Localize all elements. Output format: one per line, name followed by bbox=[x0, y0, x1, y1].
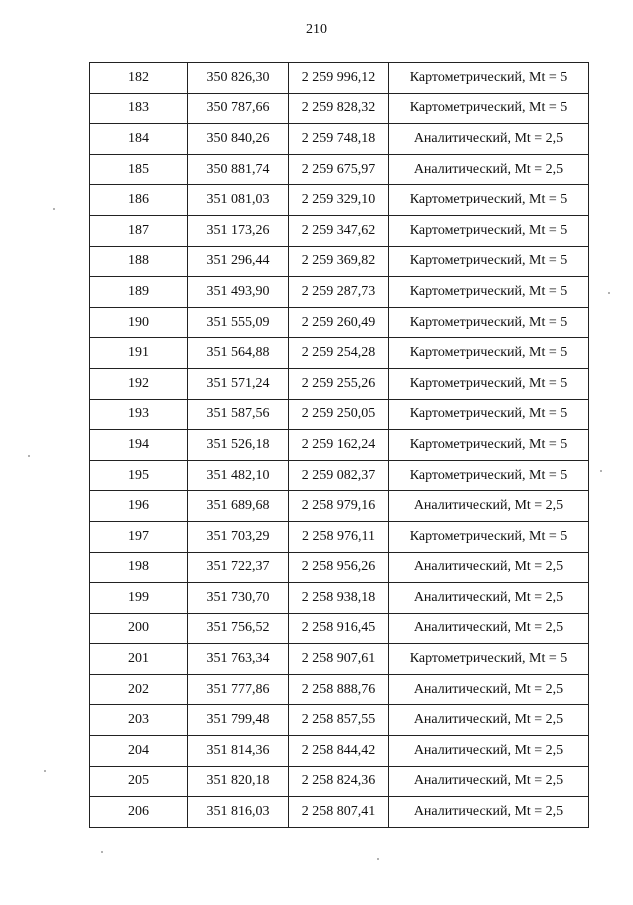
table-row bbox=[90, 491, 589, 522]
method-cell: Картометрический, Mt = 5 bbox=[389, 307, 589, 338]
x-coordinate-cell: 351 777,86 bbox=[188, 674, 289, 705]
point-number-cell: 197 bbox=[90, 521, 188, 552]
y-coordinate-cell: 2 259 675,97 bbox=[289, 154, 389, 185]
x-coordinate-cell: 351 730,70 bbox=[188, 583, 289, 614]
table-row bbox=[90, 368, 589, 399]
y-coordinate-cell: 2 259 329,10 bbox=[289, 185, 389, 216]
x-coordinate-cell: 351 722,37 bbox=[188, 552, 289, 583]
method-cell: Аналитический, Mt = 2,5 bbox=[389, 736, 589, 767]
y-coordinate-cell: 2 259 748,18 bbox=[289, 124, 389, 155]
y-coordinate-cell: 2 259 828,32 bbox=[289, 93, 389, 124]
point-number-cell: 200 bbox=[90, 613, 188, 644]
table-row bbox=[90, 674, 589, 705]
table-row bbox=[90, 613, 589, 644]
y-coordinate-cell: 2 259 082,37 bbox=[289, 460, 389, 491]
point-number-cell: 187 bbox=[90, 215, 188, 246]
table-row bbox=[90, 460, 589, 491]
x-coordinate-cell: 351 555,09 bbox=[188, 307, 289, 338]
table-row bbox=[90, 766, 589, 797]
y-coordinate-cell: 2 258 844,42 bbox=[289, 736, 389, 767]
point-number-cell: 205 bbox=[90, 766, 188, 797]
point-number-cell: 204 bbox=[90, 736, 188, 767]
table-row bbox=[90, 338, 589, 369]
method-cell: Картометрический, Mt = 5 bbox=[389, 246, 589, 277]
x-coordinate-cell: 350 881,74 bbox=[188, 154, 289, 185]
scan-speck bbox=[600, 470, 602, 472]
scan-speck bbox=[377, 858, 379, 860]
method-cell: Картометрический, Mt = 5 bbox=[389, 93, 589, 124]
method-cell: Аналитический, Mt = 2,5 bbox=[389, 124, 589, 155]
method-cell: Аналитический, Mt = 2,5 bbox=[389, 491, 589, 522]
y-coordinate-cell: 2 259 369,82 bbox=[289, 246, 389, 277]
point-number-cell: 196 bbox=[90, 491, 188, 522]
table-row bbox=[90, 583, 589, 614]
method-cell: Аналитический, Mt = 2,5 bbox=[389, 705, 589, 736]
x-coordinate-cell: 351 814,36 bbox=[188, 736, 289, 767]
x-coordinate-cell: 351 296,44 bbox=[188, 246, 289, 277]
point-number-cell: 182 bbox=[90, 63, 188, 94]
point-number-cell: 193 bbox=[90, 399, 188, 430]
x-coordinate-cell: 351 703,29 bbox=[188, 521, 289, 552]
point-number-cell: 190 bbox=[90, 307, 188, 338]
y-coordinate-cell: 2 258 916,45 bbox=[289, 613, 389, 644]
page-number: 210 bbox=[306, 22, 327, 37]
method-cell: Картометрический, Mt = 5 bbox=[389, 460, 589, 491]
x-coordinate-cell: 351 756,52 bbox=[188, 613, 289, 644]
point-number-cell: 191 bbox=[90, 338, 188, 369]
x-coordinate-cell: 351 763,34 bbox=[188, 644, 289, 675]
y-coordinate-cell: 2 259 162,24 bbox=[289, 430, 389, 461]
y-coordinate-cell: 2 259 260,49 bbox=[289, 307, 389, 338]
y-coordinate-cell: 2 259 255,26 bbox=[289, 368, 389, 399]
x-coordinate-cell: 351 587,56 bbox=[188, 399, 289, 430]
point-number-cell: 185 bbox=[90, 154, 188, 185]
y-coordinate-cell: 2 258 888,76 bbox=[289, 674, 389, 705]
x-coordinate-cell: 351 526,18 bbox=[188, 430, 289, 461]
x-coordinate-cell: 350 840,26 bbox=[188, 124, 289, 155]
method-cell: Картометрический, Mt = 5 bbox=[389, 399, 589, 430]
table-row bbox=[90, 124, 589, 155]
x-coordinate-cell: 350 787,66 bbox=[188, 93, 289, 124]
y-coordinate-cell: 2 259 254,28 bbox=[289, 338, 389, 369]
y-coordinate-cell: 2 258 979,16 bbox=[289, 491, 389, 522]
table-row bbox=[90, 797, 589, 828]
table-row bbox=[90, 644, 589, 675]
method-cell: Аналитический, Mt = 2,5 bbox=[389, 674, 589, 705]
y-coordinate-cell: 2 259 250,05 bbox=[289, 399, 389, 430]
table-row bbox=[90, 307, 589, 338]
table-row bbox=[90, 430, 589, 461]
x-coordinate-cell: 351 564,88 bbox=[188, 338, 289, 369]
method-cell: Картометрический, Mt = 5 bbox=[389, 430, 589, 461]
y-coordinate-cell: 2 259 347,62 bbox=[289, 215, 389, 246]
point-number-cell: 202 bbox=[90, 674, 188, 705]
point-number-cell: 203 bbox=[90, 705, 188, 736]
table-row bbox=[90, 736, 589, 767]
scan-speck bbox=[44, 770, 46, 772]
x-coordinate-cell: 351 820,18 bbox=[188, 766, 289, 797]
scan-speck bbox=[101, 851, 103, 853]
scan-speck bbox=[53, 208, 55, 210]
point-number-cell: 198 bbox=[90, 552, 188, 583]
y-coordinate-cell: 2 259 287,73 bbox=[289, 277, 389, 308]
table-row bbox=[90, 154, 589, 185]
point-number-cell: 189 bbox=[90, 277, 188, 308]
x-coordinate-cell: 350 826,30 bbox=[188, 63, 289, 94]
method-cell: Аналитический, Mt = 2,5 bbox=[389, 797, 589, 828]
method-cell: Аналитический, Mt = 2,5 bbox=[389, 766, 589, 797]
y-coordinate-cell: 2 258 857,55 bbox=[289, 705, 389, 736]
table-row bbox=[90, 246, 589, 277]
method-cell: Картометрический, Mt = 5 bbox=[389, 215, 589, 246]
scan-speck bbox=[28, 455, 30, 457]
table-row bbox=[90, 521, 589, 552]
y-coordinate-cell: 2 258 907,61 bbox=[289, 644, 389, 675]
table-row bbox=[90, 552, 589, 583]
table-row bbox=[90, 705, 589, 736]
x-coordinate-cell: 351 799,48 bbox=[188, 705, 289, 736]
point-number-cell: 206 bbox=[90, 797, 188, 828]
method-cell: Картометрический, Mt = 5 bbox=[389, 368, 589, 399]
method-cell: Картометрический, Mt = 5 bbox=[389, 644, 589, 675]
x-coordinate-cell: 351 081,03 bbox=[188, 185, 289, 216]
y-coordinate-cell: 2 258 956,26 bbox=[289, 552, 389, 583]
y-coordinate-cell: 2 258 976,11 bbox=[289, 521, 389, 552]
method-cell: Аналитический, Mt = 2,5 bbox=[389, 613, 589, 644]
point-number-cell: 194 bbox=[90, 430, 188, 461]
x-coordinate-cell: 351 571,24 bbox=[188, 368, 289, 399]
coordinates-table bbox=[89, 62, 589, 828]
x-coordinate-cell: 351 493,90 bbox=[188, 277, 289, 308]
point-number-cell: 192 bbox=[90, 368, 188, 399]
table-row bbox=[90, 63, 589, 94]
scan-speck bbox=[608, 292, 610, 294]
method-cell: Картометрический, Mt = 5 bbox=[389, 277, 589, 308]
table-row bbox=[90, 399, 589, 430]
point-number-cell: 186 bbox=[90, 185, 188, 216]
x-coordinate-cell: 351 173,26 bbox=[188, 215, 289, 246]
point-number-cell: 199 bbox=[90, 583, 188, 614]
point-number-cell: 183 bbox=[90, 93, 188, 124]
x-coordinate-cell: 351 689,68 bbox=[188, 491, 289, 522]
method-cell: Картометрический, Mt = 5 bbox=[389, 338, 589, 369]
x-coordinate-cell: 351 482,10 bbox=[188, 460, 289, 491]
table-body bbox=[90, 63, 589, 828]
x-coordinate-cell: 351 816,03 bbox=[188, 797, 289, 828]
table-row bbox=[90, 215, 589, 246]
y-coordinate-cell: 2 259 996,12 bbox=[289, 63, 389, 94]
method-cell: Аналитический, Mt = 2,5 bbox=[389, 552, 589, 583]
y-coordinate-cell: 2 258 938,18 bbox=[289, 583, 389, 614]
table-row bbox=[90, 93, 589, 124]
point-number-cell: 184 bbox=[90, 124, 188, 155]
table-row bbox=[90, 277, 589, 308]
method-cell: Картометрический, Mt = 5 bbox=[389, 63, 589, 94]
table-row bbox=[90, 185, 589, 216]
point-number-cell: 195 bbox=[90, 460, 188, 491]
method-cell: Картометрический, Mt = 5 bbox=[389, 521, 589, 552]
method-cell: Картометрический, Mt = 5 bbox=[389, 185, 589, 216]
point-number-cell: 188 bbox=[90, 246, 188, 277]
method-cell: Аналитический, Mt = 2,5 bbox=[389, 583, 589, 614]
y-coordinate-cell: 2 258 824,36 bbox=[289, 766, 389, 797]
method-cell: Аналитический, Mt = 2,5 bbox=[389, 154, 589, 185]
point-number-cell: 201 bbox=[90, 644, 188, 675]
y-coordinate-cell: 2 258 807,41 bbox=[289, 797, 389, 828]
